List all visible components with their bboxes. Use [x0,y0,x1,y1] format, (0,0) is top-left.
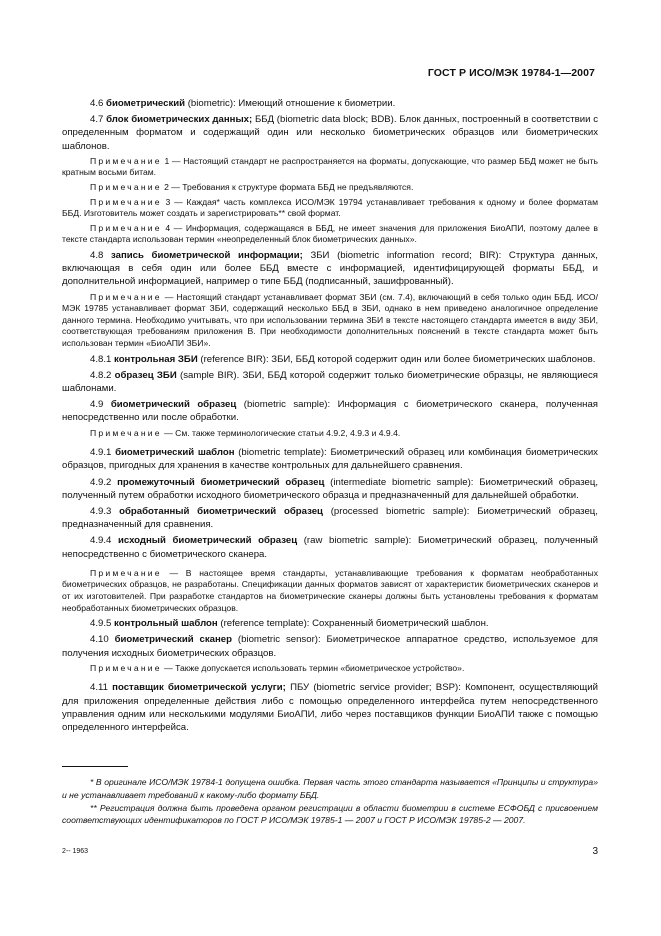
document-body [62,97,598,737]
note-4-9-4: Примечание — В настоящее время стандарты, устанавливающие требования к форматам необработанных биометрических образцов, не разработаны. Спецификации данных форматов зависят от характеристик биометрических сканеров и от их изготовителей. При разработке стандартов на биометрические сканеры должны быть установлены требования к форматам необработанных биометрических образцов. [62,567,598,613]
term-name: контрольный шаблон [114,618,218,630]
note-4-10: Примечание — Также допускается использовать термин «биометрическое устройство». [90,662,465,673]
footnote-divider [62,766,128,767]
term-4-6: 4.6 биометрический (biometric): Имеющий отношение к биометрии. [90,98,396,109]
term-4-10: 4.10 биометрический сканер (biometric sensor): Биометрическое аппаратное средство, используемое для получения исходных биометрических образцов. [62,634,598,659]
note-3: Примечание 3 — Каждая* часть комплекса ИСО/МЭК 19794 устанавливает требования к одному и более форматам ББД. Изготовитель может создать и зарегистрировать** свой формат. [62,196,598,219]
note-4: Примечание 4 — Информация, содержащаяся в ББД, не имеет значения для приложения БиоАПИ, поэтому далее в тексте стандарта использован термин «неопределенный блок биометрических данных». [62,222,598,245]
term-name: биометрический шаблон [115,447,235,459]
term-name: промежуточный биометрический образец [117,476,325,488]
note-4-8: Примечание — Настоящий стандарт устанавливает формат ЗБИ (см. 7.4), включающий в себя только один ББД. ИСО/МЭК 19785 устанавливает формат ЗБИ, содержащий несколько ББД в ЗБИ, однако в нем приведено аналогичное определение данного термина. Необходимо учитывать, что при использовании термина ЗБИ в тексте настоящего стандарта имеется в виду ЗБИ, соответствующая требованиям приложения В. При необходимости дополнительных пояснений в тексте стандарта может быть использован термин «БиоАПИ ЗБИ». [62,291,598,348]
term-name: запись биометрической информации; [110,249,303,261]
page-number: 3 [592,846,598,857]
footnote-2: ** Регистрация должна быть проведена органом регистрации в области биометрии в системе ЕСФОБД с присвоением соответствующих идентификаторов по ГОСТ Р ИСО/МЭК 19785-1 — 2007 и ГОСТ Р ИСО/МЭК 19785-2 — 2007. [62,802,598,826]
term-4-9-4: 4.9.4 исходный биометрический образец (raw biometric sample): Биометрический образец, полученный непосредственно с биометрического сканера. [62,535,599,560]
term-4-9-2: 4.9.2 промежуточный биометрический образец (intermediate biometric sample): Биометрический образец, полученный путем обработки исходного биометрического образца и предназначенный для дальнейшей обработки. [62,476,598,501]
term-name: биометрический сканер [114,634,233,646]
term-4-9: 4.9 биометрический образец (biometric sample): Информация с биометрического сканера, полученная непосредственно или после обработки. [62,399,598,424]
note-2: Примечание 2 — Требования к структуре формата ББД не предъявляются. [90,182,414,192]
document-header: ГОСТ Р ИСО/МЭК 19784-1—2007 [427,67,595,79]
term-4-9-5: 4.9.5 контрольный шаблон (reference template): Сохраненный биометрический шаблон. [90,618,489,630]
footnote-1: * В оригинале ИСО/МЭК 19784-1 допущена ошибка. Первая часть этого стандарта называется «Принципы и структура» и не устанавливает требований к какому-либо формату ББД. [62,777,598,800]
term-4-9-1: 4.9.1 биометрический шаблон (biometric template): Биометрический образец или комбинация биометрических образцов, пригодных для хранения в качестве контрольных для дальнейшего сравнения. [62,447,598,472]
term-4-7: 4.7 блок биометрических данных; ББД (biometric data block; BDB). Блок данных, построенный в соответствии с определенным форматом и содержащий один или несколько биометрических образцов или биометрических шаблонов. [62,114,598,152]
footnotes [62,776,598,827]
term-name: образец ЗБИ [114,369,177,381]
term-name: поставщик биометрической услуги; [112,682,286,694]
term-name: обработанный биометрический образец [119,505,323,517]
term-name: биометрический [106,98,186,109]
term-4-8: 4.8 запись биометрической информации; ЗБИ (biometric information record; BIR): Структура данных, включающая в себя один или более ББД вместе с информацией, идентифицирующей форматы ББД, и дополнительной информацией, например о типе ББД (подписанный, зашифрованный). [62,249,598,288]
term-name: исходный биометрический образец [117,535,298,547]
term-name: блок биометрических данных; [106,114,253,126]
note-4-9: Примечание — См. также терминологические статьи 4.9.2, 4.9.3 и 4.9.4. [90,427,401,438]
print-mark: 2-- 1963 [62,848,89,855]
term-4-11: 4.11 поставщик биометрической услуги; ПБУ (biometric service provider; BSP): Компонент, осуществляющий для приложения определенные действия либо с помощью определенного интерфейса путем непосредственного управления одним или несколькими модулями БиоАПИ, либо через поставщиков функции БиоАПИ также с помощью определенного интерфейса. [62,682,598,733]
term-name: биометрический образец [110,399,237,411]
term-name: контрольная ЗБИ [114,353,198,365]
term-4-9-3: 4.9.3 обработанный биометрический образец (processed biometric sample): Биометрический образец, предназначенный для сравнения. [62,505,598,531]
note-1: Примечание 1 — Настоящий стандарт не распространяется на форматы, допускающие, что размер ББД может не быть кратным восьми битам. [62,155,598,178]
term-4-8-1: 4.8.1 контрольная ЗБИ (reference BIR): ЗБИ, ББД которой содержит один или более биометрических шаблонов. [90,353,596,365]
term-4-8-2: 4.8.2 образец ЗБИ (sample BIR). ЗБИ, ББД которой содержит только биометрические образцы, не являющиеся шаблонами. [62,369,598,394]
